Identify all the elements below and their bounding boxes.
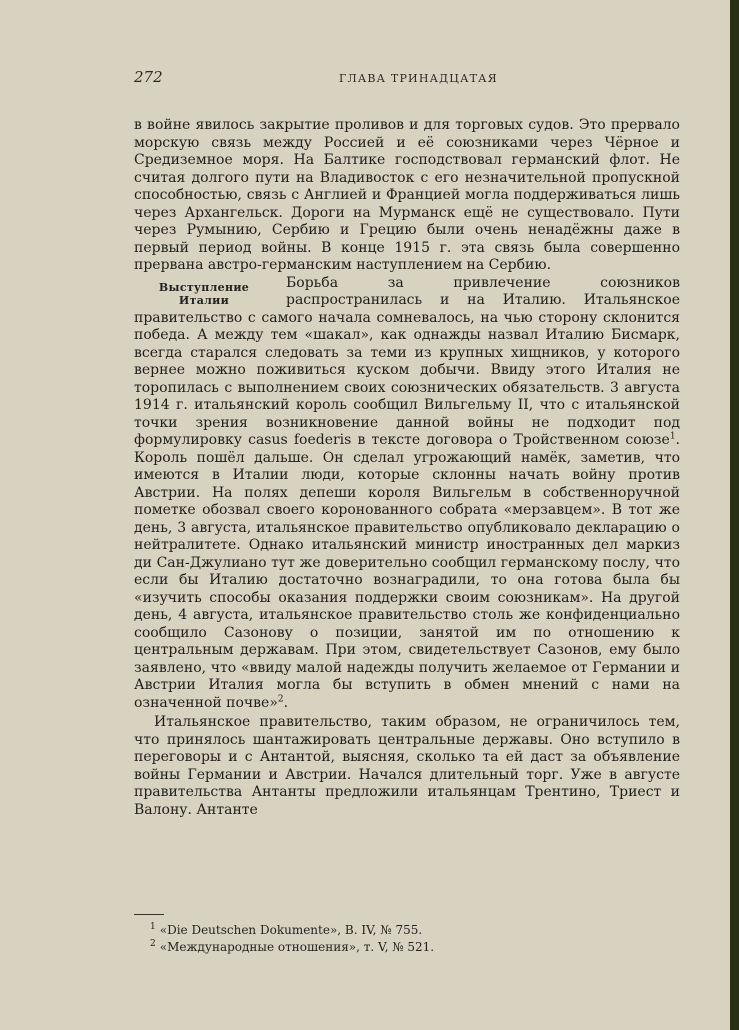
margin-note-line2: Италии	[178, 293, 230, 307]
body-text	[134, 117, 680, 819]
paragraph-2-part-b: . Король пошёл дальше. Он сделал угрожающий намёк, заметив, что имеются в Италии люди, которые склонны начать войну против Австрии. На полях депеши короля Вильгельм в собственноручной пометке обозвал своего коронованного собрата «мерзавцем». В тот же день, 3 августа, итальянское правительство опубликовало декларацию о нейтралитете. Однако итальянский министр иностранных дел маркиз ди Сан-Джулиано тут же доверительно сообщил германскому послу, что если бы Италию достаточно вознаградили, то она готова была бы «изучить способы оказания поддержки своим союзникам». На другой день, 4 августа, итальянское правительство столь же конфиденциально сообщило Сазонову о позиции, занятой им по отношению к центральным державам. При этом, свидетельствует Сазонов, ему было заявлено, что «ввиду малой надежды получить желаемое от Германии и Австрии Италия могла бы вступить в обмен мнений с нами на означенной почве»	[134, 432, 680, 711]
paragraph-1: в войне явилось закрытие проливов и для торговых судов. Это прервало морскую связь между Россией и её союзниками через Чёрное и Средиземное моря. На Балтике господствовал германский флот. Не считая долгого пути на Владивосток с его незначительной пропускной способностью, связь с Англией и Францией могла поддерживаться лишь через Архангельск. Дороги на Мурманск ещё не существовало. Пути через Румынию, Сербию и Грецию были очень ненадёжны даже в первый период войны. В конце 1915 г. эта связь была совершенно прервана австро-германским наступлением на Сербию.	[134, 117, 680, 273]
footnote-ref-2[interactable]: 2	[277, 693, 284, 704]
footnote-2	[150, 939, 670, 956]
footnote-divider	[134, 914, 164, 915]
footnotes	[150, 922, 670, 956]
paragraph-2-part-a: Борьба за привлечение союзников распространилась и на Италию. Итальянское правительство с самого начала сомневалось, на чью сторону склонится победа. А между тем «шакал», как однажды назвал Италию Бисмарк, всегда старался следовать за теми из крупных хищников, у которого вернее можно поживиться куском добычи. Ввиду этого Италия не торопилась с выполнением своих союзнических обязательств. 3 августа 1914 г. итальянский король сообщил Вильгельму II, что с итальянской точки зрения возникновение данной войны не подходит под формулировку casus foederis в тексте договора о Тройственном союзе	[134, 274, 680, 448]
running-head: ГЛАВА ТРИНАДЦАТАЯ	[339, 72, 498, 85]
footnote-1-text: «Die Deutschen Dokumente», B. IV, № 755.	[159, 923, 423, 937]
margin-note-line1: Выступление	[158, 280, 250, 294]
footnote-1	[150, 922, 670, 939]
page-number: 272	[134, 68, 163, 86]
margin-note	[134, 281, 274, 307]
book-spine-edge	[730, 0, 739, 1030]
paragraph-3: Итальянское правительство, таким образом, не ограничилось тем, что принялось шантажировать центральные державы. Оно вступило в переговоры и с Антантой, выясняя, сколько та ей даст за объявление войны Германии и Австрии. Начался длительный торг. Уже в августе правительства Антанты предложили итальянцам Трентино, Триест и Валону. Антанте	[134, 714, 680, 818]
footnote-ref-1[interactable]: 1	[669, 431, 676, 442]
footnote-2-number: 2	[150, 939, 156, 949]
paragraph-2	[134, 275, 680, 713]
footnote-1-number: 1	[150, 922, 156, 932]
footnote-2-text: «Международные отношения», т. V, № 521.	[159, 940, 435, 954]
paragraph-2-part-c: .	[283, 694, 289, 711]
page-header	[0, 0, 730, 100]
